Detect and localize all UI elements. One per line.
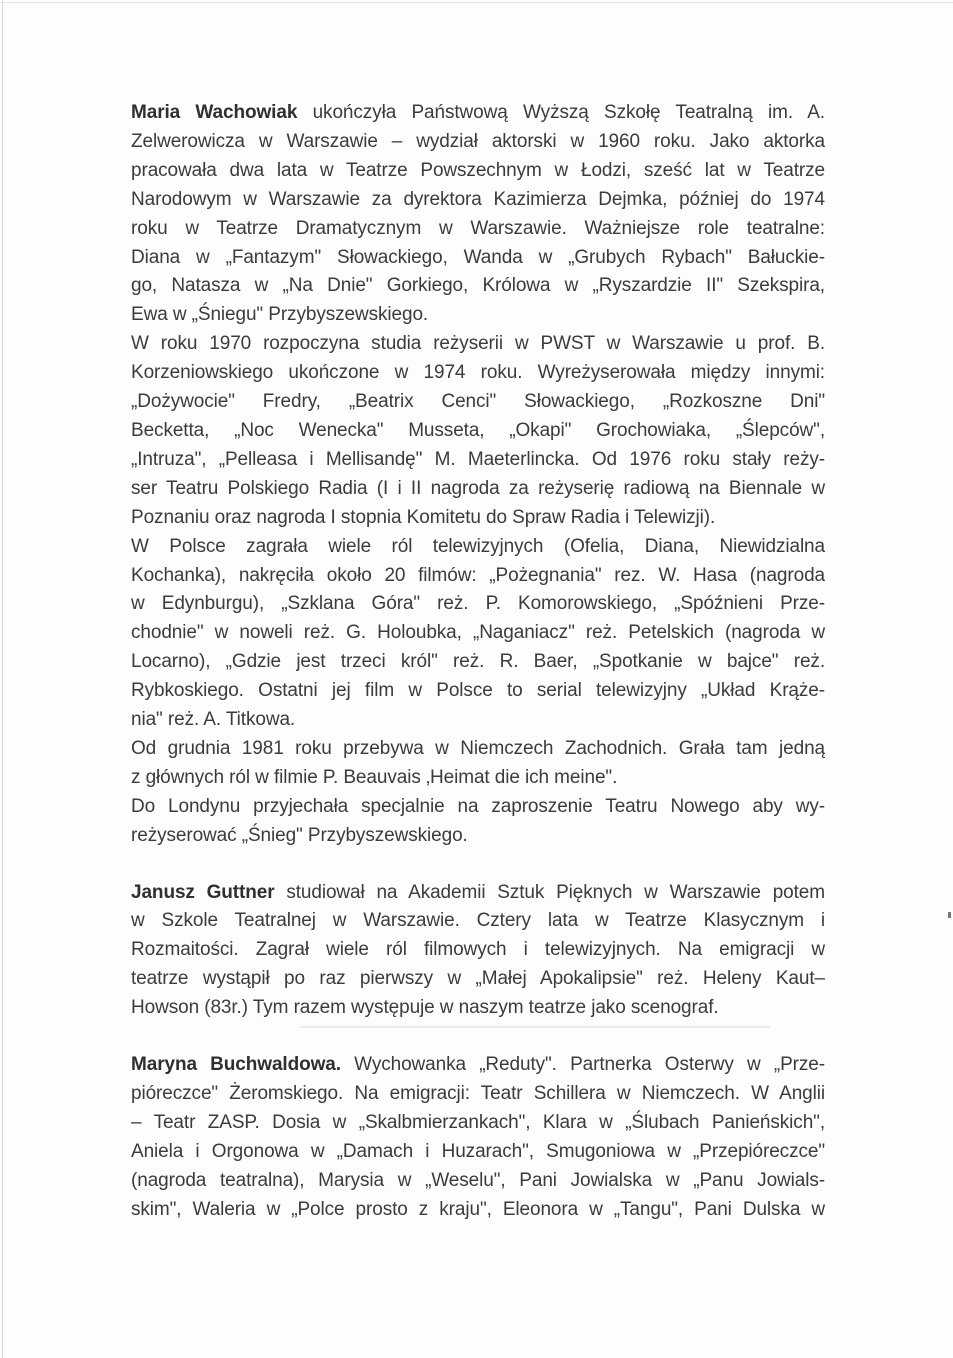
paragraph-gap [131,851,825,879]
bio-name: Janusz Guttner [131,881,275,903]
bio-line: Od grudnia 1981 roku przebywa w Niemczech Zachodnich. Grała tam jedną [131,737,825,759]
bio-line: (nagroda teatralna), Marysia w „Weselu", Pani Jowialska w „Panu Jowials- [131,1169,825,1191]
bio-line: teatrze wystąpił po raz pierwszy w „Małej Apokalipsie" reż. Heleny Kaut– [131,968,825,990]
bio-line: Howson (83r.) Tym razem występuje w naszym teatrze jako scenograf. [131,997,719,1019]
biographies-text [131,99,825,1225]
bio-name: Maria Wachowiak [131,102,298,123]
page-edge-top [0,2,953,3]
bio-line: W roku 1970 rozpoczyna studia reżyserii w PWST w Warszawie u prof. B. [131,333,825,355]
bio-line: Poznaniu oraz nagroda I stopnia Komitetu do Spraw Radia i Telewizji). [131,506,716,528]
bio-line: – Teatr ZASP. Dosia w „Skalbmierzankach", Klara w „Ślubach Panieńskich", [131,1111,825,1133]
bio-line: Aniela i Orgonowa w „Damach i Huzarach", Smugoniowa w „Przepióreczce" [131,1140,825,1162]
bio-text: Wychowanka „Reduty". Partnerka Osterwy w „Prze- [340,1054,825,1076]
bio-line: Kochanka), nakręciła około 20 filmów: „Pożegnania" rez. W. Hasa (nagroda [131,564,825,586]
bio-line [131,1051,825,1080]
page-edge-left [2,0,3,1358]
bio-name: Maryna Buchwaldowa. [131,1054,341,1076]
scan-bleed-mark [300,1026,770,1028]
bio-text: ukończyła Państwową Wyższą Szkołę Teatralną im. A. [297,102,825,123]
bio-maria-wachowiak [131,99,825,851]
bio-line: Rozmaitości. Zagrał wiele ról filmowych i telewizyjnych. Na emigracji w [131,939,825,961]
bio-line: w Szkole Teatralnej w Warszawie. Cztery lata w Teatrze Klasycznym i [131,910,825,932]
bio-line: nia" reż. A. Titkowa. [131,709,296,731]
bio-line: Narodowym w Warszawie za dyrektora Kazimierza Dejmka, później do 1974 [131,188,825,210]
bio-line: W Polsce zagrała wiele ról telewizyjnych (Ofelia, Diana, Niewidzialna [131,535,825,557]
bio-line: Diana w „Fantazym" Słowackiego, Wanda w „Grubych Rybach" Bałuckie- [131,246,825,268]
bio-line: Locarno), „Gdzie jest trzeci król" reż. R. Baer, „Spotkanie w bajce" reż. [131,651,825,673]
bio-line: go, Natasza w „Na Dnie" Gorkiego, Królowa w „Ryszardzie II" Szekspira, [131,275,825,297]
bio-line [131,99,825,128]
bio-line: reżyserować „Śnieg" Przybyszewskiego. [131,824,468,846]
bio-janusz-guttner [131,879,825,1024]
bio-line: „Dożywocie" Fredry, „Beatrix Cenci" Słowackiego, „Rozkoszne Dni" [131,391,825,413]
bio-maryna-buchwaldowa [131,1051,825,1224]
bio-line: Do Londynu przyjechała specjalnie na zaproszenie Teatru Nowego aby wy- [131,795,825,817]
bio-line: Ewa w „Śniegu" Przybyszewskiego. [131,304,429,326]
bio-line: skim", Waleria w „Polce prosto z kraju", Eleonora w „Tangu", Pani Dulska w [131,1198,825,1220]
bio-line: pióreczce" Żeromskiego. Na emigracji: Teatr Schillera w Niemczech. W Anglii [131,1083,825,1104]
scan-edge-dot [948,912,951,918]
bio-line: pracowała dwa lata w Teatrze Powszechnym w Łodzi, sześć lat w Teatrze [131,159,825,181]
bio-line: z głównych ról w filmie P. Beauvais ‚Heimat die ich meine". [131,766,618,788]
bio-line: roku w Teatrze Dramatycznym w Warszawie. Ważniejsze role teatralne: [131,217,825,239]
bio-text: studiował na Akademii Sztuk Pięknych w Warszawie potem [274,881,825,903]
bio-line: Korzeniowskiego ukończone w 1974 roku. Wyreżyserowała między innymi: [131,362,825,384]
bio-line: w Edynburgu), „Szklana Góra" reż. P. Komorowskiego, „Spóźnieni Prze- [131,593,825,615]
bio-line: Rybkoskiego. Ostatni jej film w Polsce to serial telewizyjny „Układ Krąże- [131,680,825,702]
bio-line: ser Teatru Polskiego Radia (I i II nagroda za reżyserię radiową na Biennale w [131,477,825,499]
bio-line [131,879,825,908]
bio-line: „Intruza", „Pelleasa i Mellisandę" M. Maeterlincka. Od 1976 roku stały reży- [131,448,825,470]
bio-line: chodnie" w noweli reż. G. Holoubka, „Naganiacz" reż. Petelskich (nagroda w [131,622,825,644]
bio-line: Zelwerowicza w Warszawie – wydział aktorski w 1960 roku. Jako aktorka [131,130,825,152]
bio-line: Becketta, „Noc Wenecka" Musseta, „Okapi" Grochowiaka, „Ślepców", [131,419,825,441]
